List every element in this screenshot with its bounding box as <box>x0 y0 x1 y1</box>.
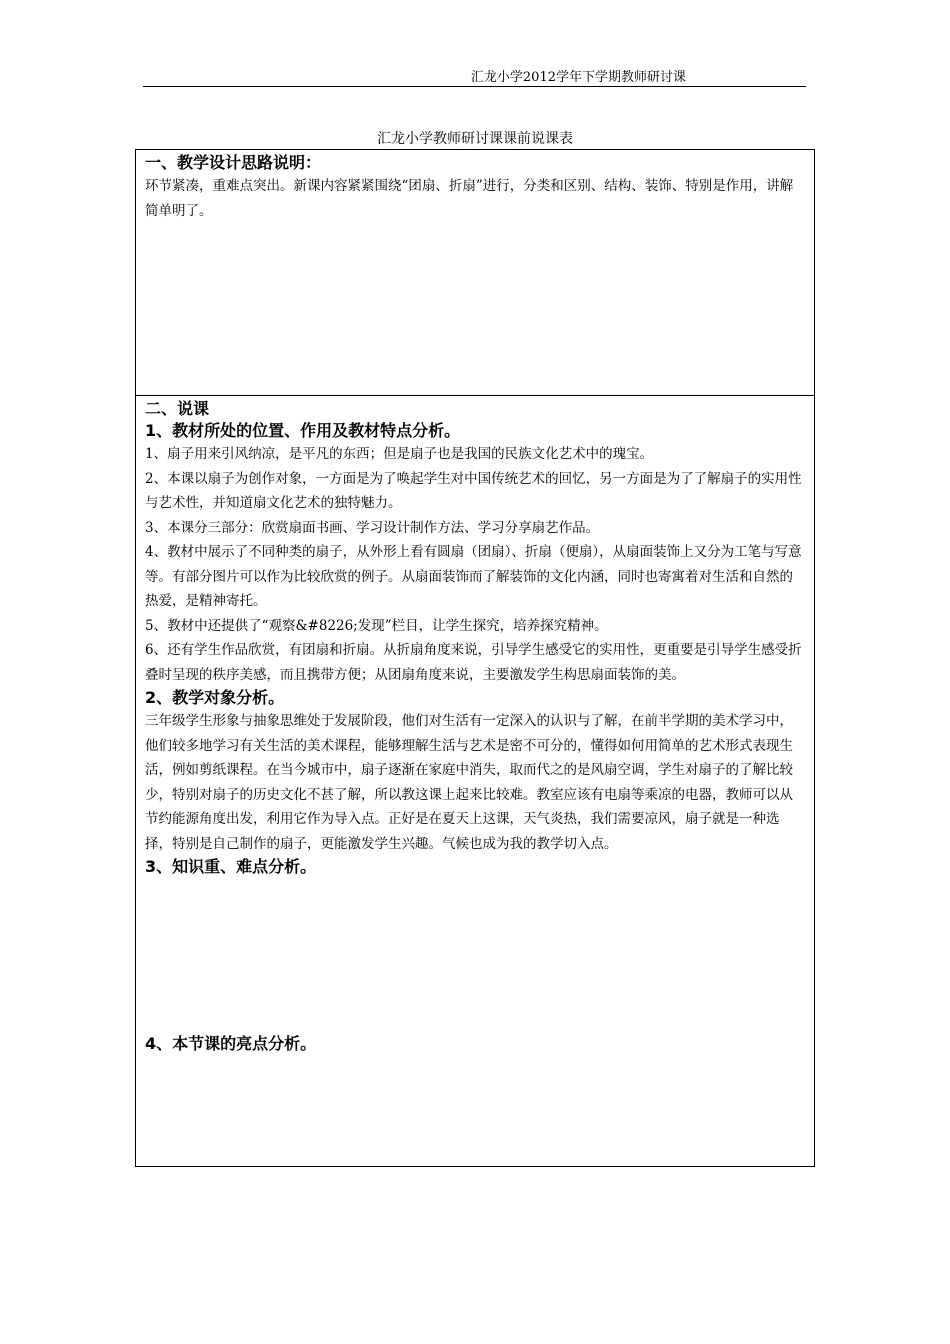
section1-body: 环节紧凑，重难点突出。新课内容紧紧围绕“团扇、折扇”进行，分类和区别、结构、装饰、特别是作用，讲解简单明了。 <box>145 178 794 219</box>
part2-body: 三年级学生形象与抽象思维处于发展阶段，他们对生活有一定深入的认识与了解，在前半学期的美术学习中，他们较多地学习有关生活的美术课程，能够理解生活与艺术是密不可分的，懂得如何用简单的艺术形式表现生活，例如剪纸课程。在当今城市中，扇子逐渐在家庭中消失，取而代之的是风扇空调，学生对扇子的了解比较少，特别对扇子的历史文化不甚了解，所以教这课上起来比较难。教室应该有电扇等乘凉的电器，教师可以从节约能源角度出发，利用它作为导入点。正好是在夏天上这课，天气炎热，我们需要凉风，扇子就是一种选择，特别是自己制作的扇子，更能激发学生兴趣。气候也成为我的教学切入点。 <box>145 713 793 852</box>
part1-item: 4、教材中展示了不同种类的扇子，从外形上看有圆扇（团扇）、折扇（便扇），从扇面装饰上又分为工笔与写意等。有部分图片可以作为比较欣赏的例子。从扇面装饰而了解装饰的文化内涵，同时也寄寓着对生活和自然的热爱，是精神寄托。 <box>145 544 802 609</box>
part4-heading: 4、本节课的亮点分析。 <box>145 1034 317 1053</box>
section-lesson-talk <box>136 396 814 1166</box>
part1-heading: 1、教材所处的位置、作用及教材特点分析。 <box>145 421 461 440</box>
section1-heading: 一、教学设计思路说明： <box>145 153 322 172</box>
lesson-form-table <box>135 149 815 1167</box>
header-text: 汇龙小学2012学年下学期教师研讨课 <box>470 70 686 85</box>
page-header <box>143 62 806 87</box>
part2-heading: 2、教学对象分析。 <box>145 688 285 707</box>
part1-item: 5、教材中还提供了“观察&#8226;发现”栏目，让学生探究，培养探究精神。 <box>145 617 608 634</box>
part1-item: 6、还有学生作品欣赏，有团扇和折扇。从折扇角度来说，引导学生感受它的实用性，更重要是引导学生感受折叠时呈现的秩序美感，而且携带方便；从团扇角度来说，主要激发学生构思扇面装饰的美。 <box>145 642 802 683</box>
part1-item: 1、扇子用来引风纳凉，是平凡的东西；但是扇子也是我国的民族文化艺术中的瑰宝。 <box>145 446 654 462</box>
section2-heading: 二、说课 <box>145 399 210 418</box>
document-title: 汇龙小学教师研讨课课前说课表 <box>377 131 573 147</box>
part1-item: 2、本课以扇子为创作对象，一方面是为了唤起学生对中国传统艺术的回忆，另一方面是为了了解扇子的实用性与艺术性，并知道扇文化艺术的独特魅力。 <box>145 470 802 511</box>
section-design-idea <box>136 150 814 396</box>
part3-heading: 3、知识重、难点分析。 <box>145 857 317 876</box>
part1-item: 3、本课分三部分：欣赏扇面书画、学习设计制作方法、学习分享扇艺作品。 <box>145 519 600 536</box>
